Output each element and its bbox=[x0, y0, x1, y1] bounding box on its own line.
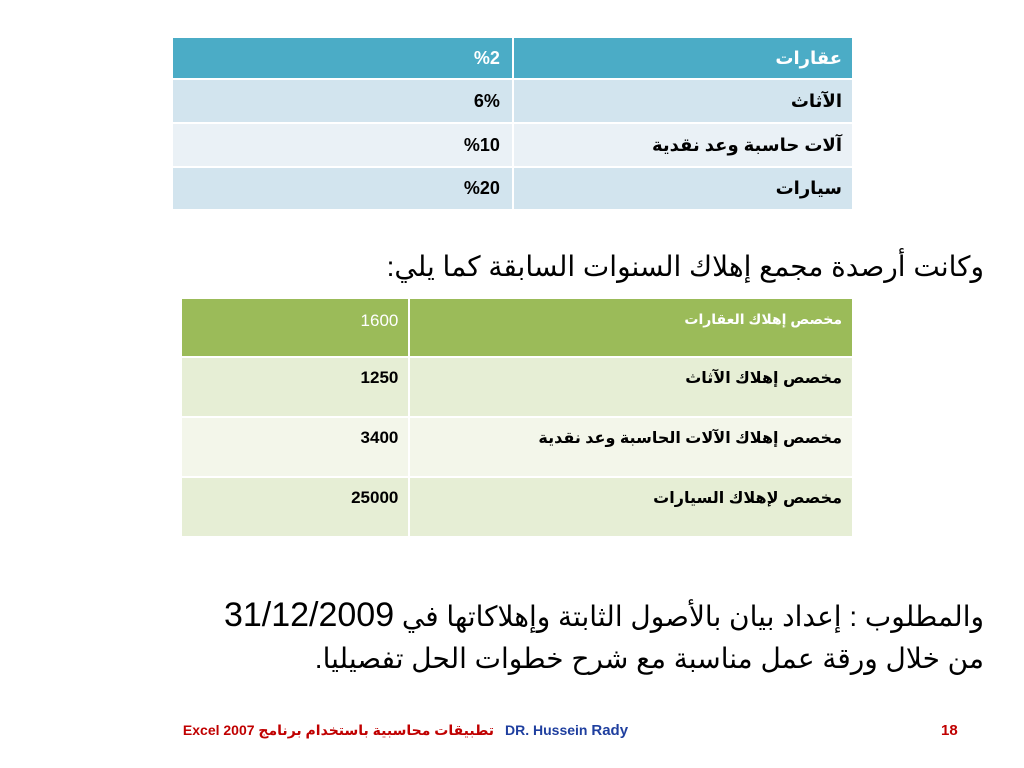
table-row bbox=[181, 357, 853, 417]
footer-author bbox=[505, 722, 628, 739]
account-cell: مخصص إهلاك الآلات الحاسبة وعد نقدية bbox=[409, 417, 853, 477]
requirement-line-2: من خلال ورقة عمل مناسبة مع شرح خطوات الحل تفصيليا. bbox=[314, 643, 984, 674]
rate-cell: %20 bbox=[172, 167, 513, 210]
rate-cell: %10 bbox=[172, 123, 513, 167]
table-row bbox=[172, 123, 853, 167]
requirement-date: 31/12/2009 bbox=[223, 596, 395, 634]
asset-cell: سيارات bbox=[513, 167, 853, 210]
table-row bbox=[172, 37, 853, 79]
account-cell: مخصص إهلاك الآثاث bbox=[409, 357, 853, 417]
requirement-text: والمطلوب : إعداد بيان بالأصول الثابتة وإهلاكاتها في bbox=[401, 601, 984, 632]
amount-cell: 3400 bbox=[181, 417, 409, 477]
amount-cell: 1250 bbox=[181, 357, 409, 417]
table-row bbox=[181, 417, 853, 477]
asset-cell: الآثاث bbox=[513, 79, 853, 123]
table-row bbox=[181, 298, 853, 357]
intro-paragraph: وكانت أرصدة مجمع إهلاك السنوات السابقة كما يلي: bbox=[386, 251, 984, 282]
author-prefix: DR. Hussein bbox=[505, 722, 588, 738]
accumulated-depreciation-table bbox=[180, 297, 854, 538]
depreciation-rates-table bbox=[171, 36, 854, 211]
amount-cell: 25000 bbox=[181, 477, 409, 537]
rate-cell: 6% bbox=[172, 79, 513, 123]
asset-cell: آلات حاسبة وعد نقدية bbox=[513, 123, 853, 167]
page-number: 18 bbox=[941, 722, 958, 739]
requirement-line-1 bbox=[84, 594, 984, 638]
requirement-paragraph bbox=[84, 594, 984, 680]
table-row bbox=[172, 167, 853, 210]
account-cell: مخصص إهلاك العقارات bbox=[409, 298, 853, 357]
account-cell: مخصص لإهلاك السيارات bbox=[409, 477, 853, 537]
author-name: Rady bbox=[591, 722, 629, 739]
footer-course-title: تطبيقات محاسبية باستخدام برنامج Excel 2007 bbox=[182, 722, 494, 738]
table-row bbox=[181, 477, 853, 537]
table-row bbox=[172, 79, 853, 123]
amount-cell: 1600 bbox=[181, 298, 409, 357]
asset-cell: عقارات bbox=[513, 37, 853, 79]
rate-cell: %2 bbox=[172, 37, 513, 79]
